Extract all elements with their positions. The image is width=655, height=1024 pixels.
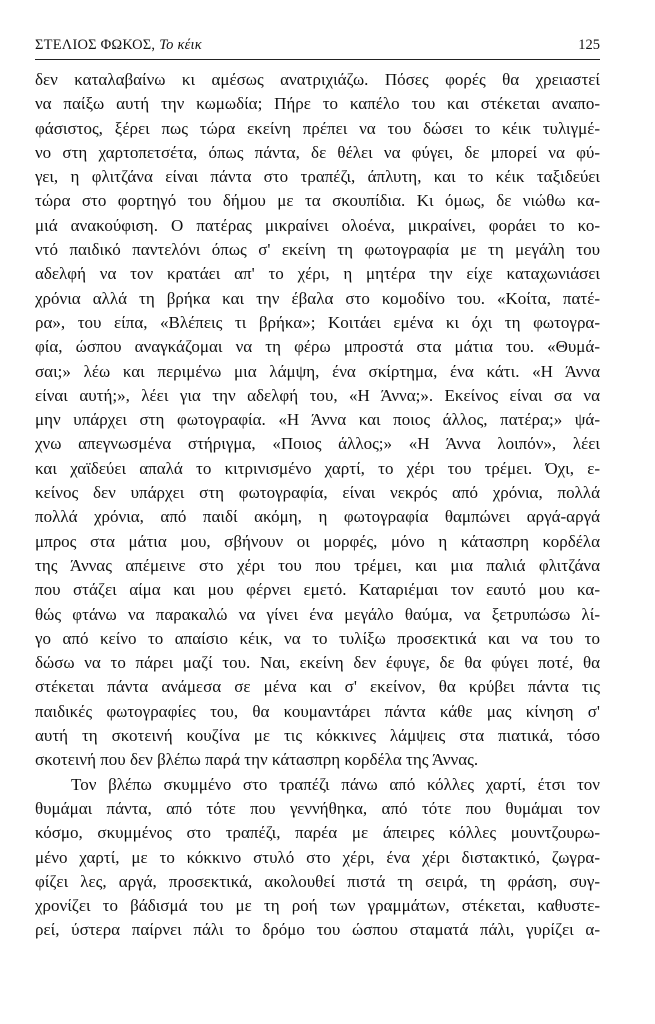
text-line: φία, ώσπου αναγκάζομαι να τη φέρω μπροστά στα μάτια του. «Θυμά- (35, 337, 600, 357)
author-name: ΣΤΕΛΙΟΣ ΦΩΚΟΣ, (35, 37, 156, 53)
text-line: δεν καταλαβαίνω κι αμέσως ανατριχιάζω. Πόσες φορές θα χρειαστεί (35, 70, 600, 89)
text-line: της Άννας απέμεινε στο χέρι του που τρέμει, και μια παλιά φλιτζάνα (35, 555, 600, 575)
text-line: νο στη χαρτοπετσέτα, όπως πάντα, δε θέλει να φύγει, δε μπορεί να φύ- (35, 142, 600, 162)
text-line: μένο χαρτί, με το κόκκινο στυλό στο χέρι, ένα χέρι διστακτικό, ζωγρα- (35, 847, 600, 867)
text-line: αυτή τη σκοτεινή κουζίνα με τις κόκκινες λάμψεις στα πιατικά, τόσο (35, 726, 600, 746)
text-line: σκοτεινή που δεν βλέπω παρά την κάτασπρη κορδέλα της Άννας. (35, 750, 479, 770)
text-line: χνω απεγνωσμένα στήριγμα, «Ποιος άλλος;» «Η Άννα λοιπόν», λέει (35, 434, 600, 454)
body-text (35, 68, 600, 943)
text-line: φάσιστος, ξέρει πως τώρα εκείνη πρέπει να του δώσει το κέικ τυλιγμέ- (35, 118, 600, 138)
text-line: κείνος δεν υπάρχει στη φωτογραφία, είναι νεκρός από χρόνια, πολλά (35, 483, 600, 503)
text-line: γει, η φλιτζάνα είναι πάντα στο τραπέζι, άπλυτη, και το κέικ ταξιδεύει (35, 167, 600, 187)
text-line: δώσω να το πάρει μαζί του. Ναι, εκείνη δεν έφυγε, δε θα φύγει ποτέ, θα (35, 653, 600, 673)
text-line: φίζει λες, αργά, προσεκτικά, ακολουθεί πιστά τη σειρά, τη φράση, συγ- (35, 871, 600, 891)
text-line: ρα», του είπα, «Βλέπεις τι βρήκα»; Κοιτάει εμένα κι όχι τη φωτογρα- (35, 312, 600, 332)
text-line: Τον βλέπω σκυμμένο στο τραπέζι πάνω από κόλλες χαρτί, έτσι τον (71, 774, 600, 794)
text-line: μην υπάρχει στη φωτογραφία. «Η Άννα και ποιος άλλος, πατέρα;» ψά- (35, 410, 600, 430)
text-line: στέκεται πάντα ανάμεσα σε μένα και σ' εκείνον, θα κρύβει πάντα τις (35, 677, 600, 697)
text-line: να παίξω αυτή την κωμωδία; Πήρε το καπέλο του και στέκεται αναπο- (35, 94, 600, 114)
text-line: και χαϊδεύει απαλά το κιτρινισμένο χαρτί, το χέρι του τρέμει. Όχι, ε- (35, 458, 600, 478)
text-line: σαι;» λέω και περιμένω μια λάμψη, ένα σκίρτημα, ένα κάτι. «Η Άννα (35, 361, 600, 381)
running-header-author (35, 35, 202, 55)
running-header (35, 35, 600, 60)
text-line: θυμάμαι πάντα, από τότε που γεννήθηκα, από τότε που θυμάμαι τον (35, 798, 600, 818)
page-number: 125 (578, 37, 600, 53)
text-line: ντό παιδικό παντελόνι όπως σ' εκείνη τη φωτογραφία με τη μεγάλη του (35, 240, 600, 260)
text-line: χρόνια αλλά τη βρήκα και την έβαλα στο κομοδίνο του. «Κοίτα, πατέ- (35, 288, 600, 308)
text-line: που στάζει αίμα και μου φέρνει εμετό. Καταριέμαι τον εαυτό μου κα- (35, 580, 600, 600)
text-line: γο από κείνο το απαίσιο κέικ, να το τυλίξω προσεκτικά και να του το (35, 628, 600, 648)
text-line: ρεί, ύστερα παίρνει πάλι το δρόμο του ώσπου σταματά πάλι, γυρίζει α- (35, 920, 600, 940)
text-line: μιά ανακούφιση. Ο πατέρας μικραίνει ολοένα, μικραίνει, φοράει το κο- (35, 215, 600, 235)
text-line: θώς φτάνω να παρακαλώ να γίνει ένα μεγάλο θαύμα, να ξετρυπώσω λί- (35, 604, 600, 624)
text-line: τώρα στο φορτηγό του δήμου με τα σκουπίδια. Κι όμως, δε νιώθω κα- (35, 191, 600, 211)
text-line: μπρος στα μάτια μου, σβήνουν οι μορφές, μόνο η κάτασπρη κορδέλα (35, 531, 600, 551)
story-title: Το κέικ (159, 37, 202, 53)
text-line: πολλά χρόνια, από παιδί ακόμη, η φωτογραφία θαμπώνει αργά-αργά (35, 507, 600, 527)
text-line: χρονίζει το βάδισμά του με τη ροή των γραμμάτων, στέκεται, καθυστε- (35, 896, 600, 916)
text-line: είναι αυτή;», λέει για την αδελφή του, «Η Άννα;». Εκείνος είναι σα να (35, 385, 600, 405)
text-line: παιδικές φωτογραφίες του, θα κουμαντάρει πάντα κάθε μας κίνηση σ' (35, 701, 600, 721)
text-line: κόσμο, σκυμμένος στο τραπέζι, παρέα με άπειρες κόλλες μουντζουρω- (35, 823, 600, 843)
text-line: αδελφή να τον κρατάει απ' το χέρι, η μητέρα την είχε καταχωνιάσει (35, 264, 600, 284)
